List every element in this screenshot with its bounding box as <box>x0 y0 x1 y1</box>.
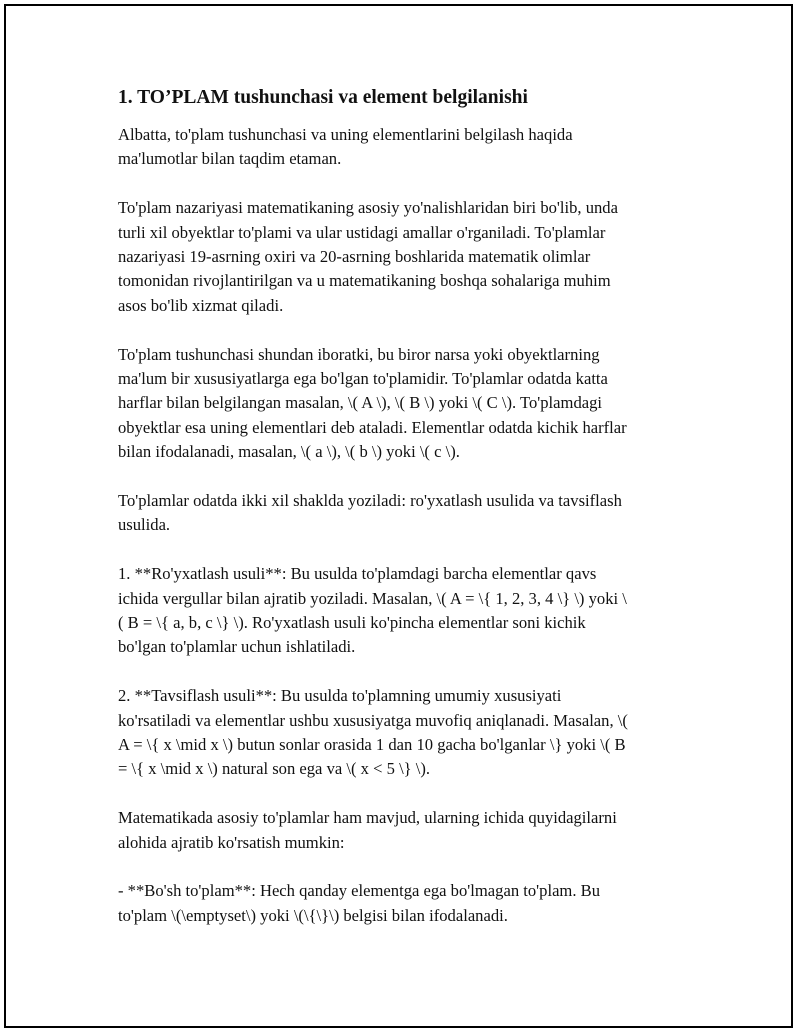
section-heading: 1. TO’PLAM tushunchasi va element belgilanishi <box>118 87 528 108</box>
paragraph-empty-set: - **Bo'sh to'plam**: Hech qanday elementga ega bo'lmagan to'plam. Bu to'plam \(\emptyset\) yoki \(\{\}\) belgisi bilan ifodalanadi. <box>118 881 600 925</box>
paragraph-description-method: 2. **Tavsiflash usuli**: Bu usulda to'plamning umumiy xususiyati ko'rsatiladi va elementlar ushbu xususiyatga muvofiq aniqlanadi. Masalan, \( A = \{ x \mid x \) butun sonlar orasida 1 dan 10 gacha bo'lganlar \} yoki \( B = \{ x \mid x \) natural son ega va \( x < 5 \} \). <box>118 686 628 779</box>
document-body <box>118 86 688 953</box>
paragraph-intro: Albatta, to'plam tushunchasi va uning elementlarini belgilash haqida ma'lumotlar bilan taqdim etaman. <box>118 125 573 169</box>
paragraph-set-theory: To'plam nazariyasi matematikaning asosiy yo'nalishlaridan biri bo'lib, unda turli xil obyektlar to'plami va ular ustidagi amallar o'rganiladi. To'plamlar nazariyasi 19-asrning oxiri va 20-asrning boshlarida matematik olimlar tomonidan rivojlantirilgan va u matematikaning boshqa sohalariga muhim asos bo'lib xizmat qiladi. <box>118 198 618 315</box>
paragraph-listing-method: 1. **Ro'yxatlash usuli**: Bu usulda to'plamdagi barcha elementlar qavs ichida vergullar bilan ajratib yoziladi. Masalan, \( A = \{ 1, 2, 3, 4 \} \) yoki \ ( B = \{ a, b, c \} \). Ro'yxatlash usuli ko'pincha elementlar soni kichik bo'lgan to'plamlar uchun ishlatiladi. <box>118 564 627 657</box>
paragraph-set-concept: To'plam tushunchasi shundan iboratki, bu biror narsa yoki obyektlarning ma'lum bir xususiyatlarga ega bo'lgan to'plamidir. To'plamlar odatda katta harflar bilan belgilangan masalan, \( A \), \( B \) yoki \( C \). To'plamdagi obyektlar esa uning elementlari deb ataladi. Elementlar odatda kichik harflar bilan ifodalanadi, masalan, \( a \), \( b \) yoki \( c \). <box>118 344 627 462</box>
paragraph-basic-sets: Matematikada asosiy to'plamlar ham mavjud, ularning ichida quyidagilarni alohida ajratib ko'rsatish mumkin: <box>118 808 617 852</box>
paragraph-notation-forms: To'plamlar odatda ikki xil shaklda yoziladi: ro'yxatlash usulida va tavsiflash usulida. <box>118 491 622 535</box>
